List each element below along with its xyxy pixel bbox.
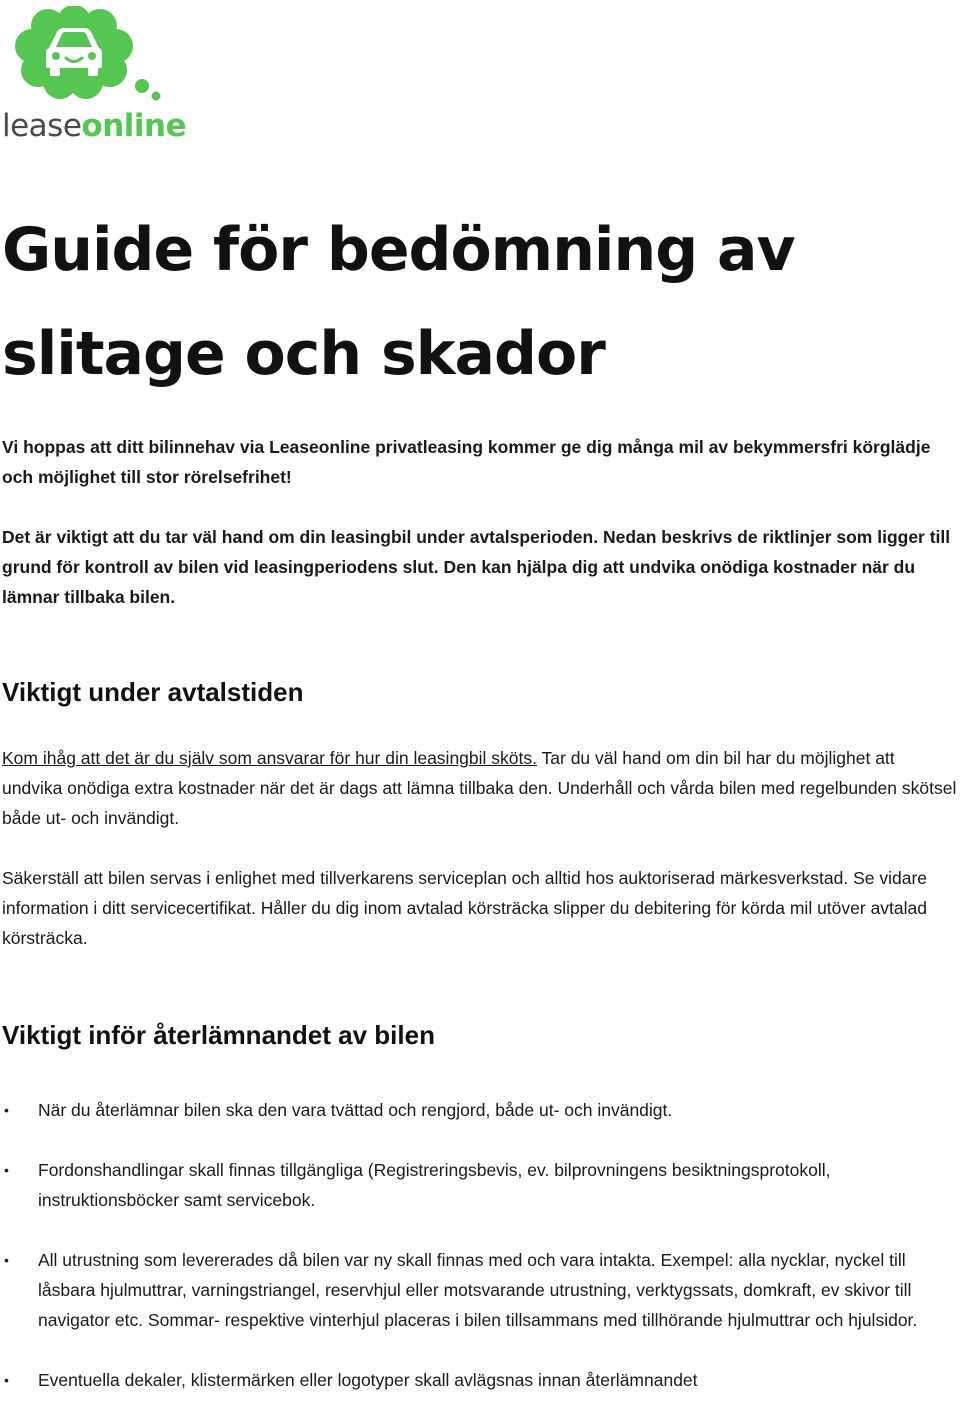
list-item [0, 1245, 960, 1335]
car-cloud-icon [2, 6, 172, 106]
bullet-icon: • [4, 1162, 9, 1178]
list-item [0, 1365, 960, 1395]
bullet-icon: • [4, 1372, 9, 1388]
list-item-text: När du återlämnar bilen ska den vara tvättad och rengjord, både ut- och invändigt. [38, 1100, 673, 1120]
logo-text-online: online [81, 108, 187, 144]
section1-paragraph-1 [2, 743, 957, 833]
section-heading-during-contract: Viktigt under avtalstiden [2, 677, 304, 707]
bullet-icon: • [4, 1252, 9, 1268]
list-item [0, 1095, 960, 1125]
responsibility-note: Kom ihåg att det är du själv som ansvarar för hur din leasingbil sköts. [2, 748, 537, 768]
intro-paragraph-1: Vi hoppas att ditt bilinnehav via Leaseonline privatleasing kommer ge dig många mil av bekymmersfri körglädje och möjlighet till stor rörelsefrihet! [2, 437, 931, 487]
list-item-text: Fordonshandlingar skall finnas tillgängliga (Registreringsbevis, ev. bilprovningens besiktningsprotokoll, instruktionsböcker samt servicebok. [38, 1160, 831, 1210]
bullet-icon: • [4, 1102, 9, 1118]
return-checklist [0, 1095, 960, 1425]
list-item-text: Eventuella dekaler, klistermärken eller logotyper skall avlägsnas innan återlämnandet [38, 1370, 698, 1390]
leaseonline-logo [2, 6, 192, 142]
section1-paragraph-1-rest: Tar du väl hand om din bil har du möjlighet att undvika onödiga extra kostnader när det är dags att lämna tillbaka den. Underhåll och vårda bilen med regelbunden skötsel både ut- och invändigt. [2, 748, 957, 828]
list-item-text: All utrustning som levererades då bilen var ny skall finnas med och vara intakta. Exempel: alla nycklar, nyckel till låsbara hjulmuttrar, varningstriangel, reservhjul eller motsvarande utrustning, verktygssats, domkraft, ev skivor till navigator etc. Sommar- respektive vinterhjul placeras i bilen tillsammans med tillhörande hjulmuttrar och hjulsidor. [38, 1250, 918, 1330]
page-title: Guide för bedömning av slitage och skador [2, 215, 795, 389]
section-heading-before-return: Viktigt inför återlämnandet av bilen [2, 1020, 435, 1050]
intro-paragraph-2: Det är viktigt att du tar väl hand om din leasingbil under avtalsperioden. Nedan beskrivs de riktlinjer som ligger till grund för kontroll av bilen vid leasingperiodens slut. Den kan hjälpa dig att undvika onödiga kostnader när du lämnar tillbaka bilen. [2, 527, 951, 607]
logo-wordmark [2, 108, 186, 144]
list-item [0, 1155, 960, 1215]
section1-paragraph-2: Säkerställ att bilen servas i enlighet med tillverkarens serviceplan och alltid hos auktoriserad märkesverkstad. Se vidare information i ditt servicecertifikat. Håller du dig inom avtalad körsträcka slipper du debitering för körda mil utöver avtalad körsträcka. [2, 868, 928, 948]
logo-text-lease: lease [2, 108, 82, 144]
